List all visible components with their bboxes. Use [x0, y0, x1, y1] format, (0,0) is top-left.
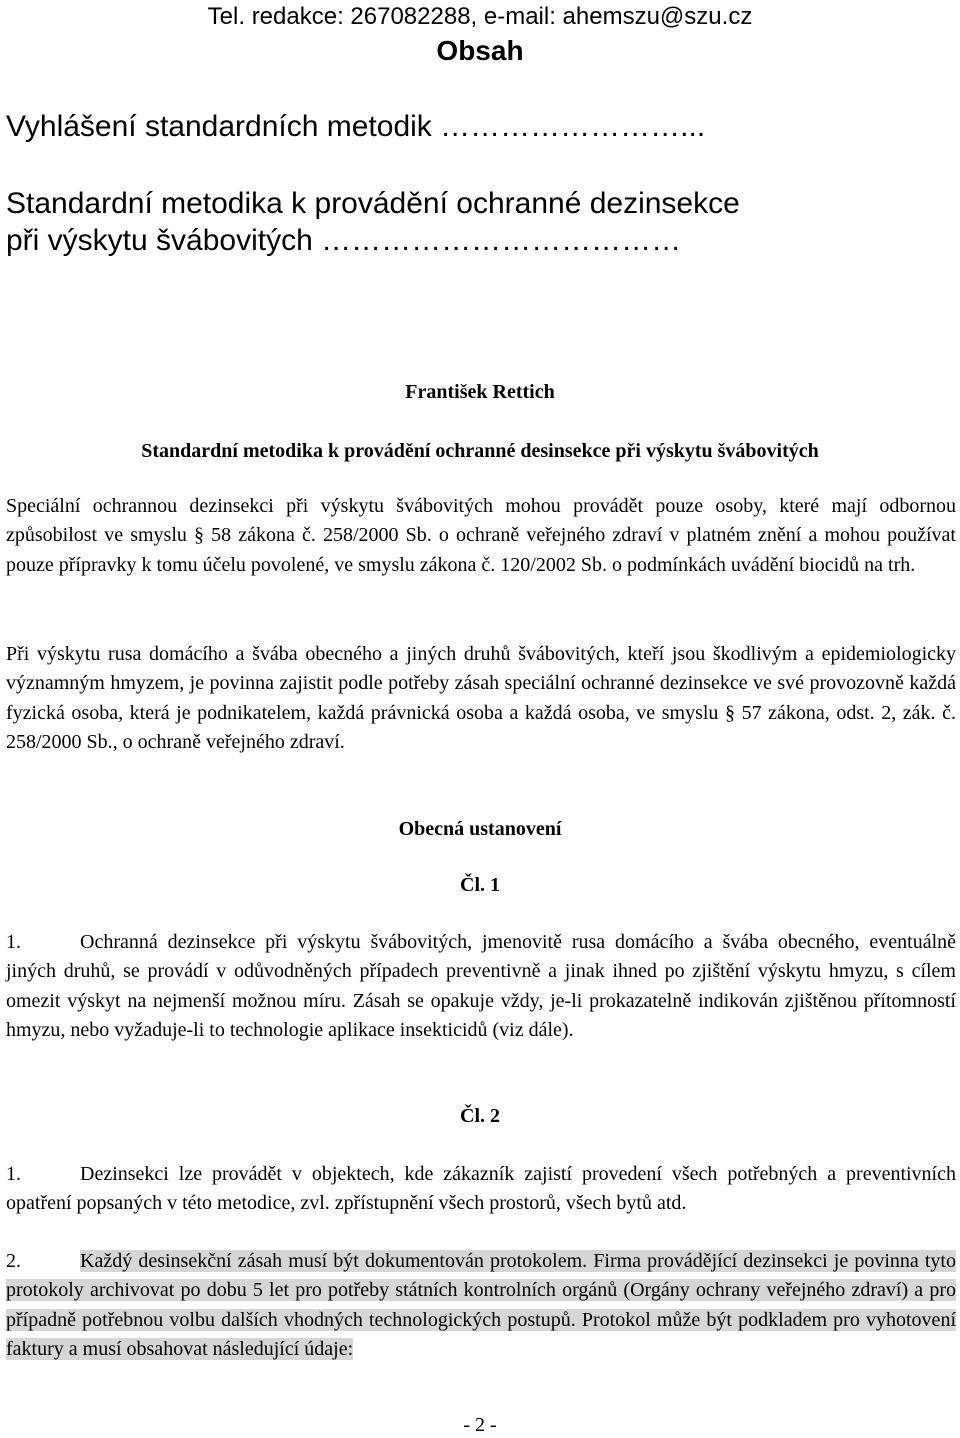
article-2-heading: Čl. 2	[460, 1105, 500, 1127]
paragraph-text: Ochranná dezinsekce při výskytu švábovitých, jmenovitě rusa domácího a švába obecného, eventuálně jiných druhů, se provádí v odůvodněných případech preventivně a jinak ihned po zjištění výskytu hmyzu, s cílem omezit výskyt na nejmenší možnou míru. Zásah se opakuje vždy, je-li prokazatelně indikován zjištěnou přítomností hmyzu, nebo vyžaduje-li to technologie aplikace insekticidů (viz dále).	[6, 931, 956, 1041]
article-1-paragraph-1	[6, 928, 956, 1045]
contact-line: Tel. redakce: 267082288, e-mail: ahemszu@szu.cz	[207, 3, 753, 30]
section-heading-general: Obecná ustanovení	[398, 818, 562, 840]
paragraph-text: Dezinsekci lze provádět v objektech, kde zákazník zajistí provedení všech potřebných a preventivních opatření popsaných v této metodice, zvl. zpřístupnění všech prostorů, všech bytů atd.	[6, 1163, 956, 1215]
toc-item-2-label-line1: Standardní metodika k provádění ochranné dezinsekce	[6, 187, 740, 220]
article-2-paragraph-1	[6, 1160, 956, 1219]
intro-paragraph-1: Speciální ochrannou dezinsekci při výskytu švábovitých mohou provádět pouze osoby, které mají odbornou způsobilost ve smyslu § 58 zákona č. 258/2000 Sb. o ochraně veřejného zdraví v platném znění a mohou používat pouze přípravky k tomu účelu povolené, ve smyslu zákona č. 120/2002 Sb. o podmínkách uvádění biocidů na trh.	[6, 495, 956, 576]
toc-item-1[interactable]	[6, 108, 705, 145]
toc-item-1-label: Vyhlášení standardních metodik	[6, 110, 432, 143]
article-2-paragraph-2	[6, 1247, 956, 1364]
article-title: Standardní metodika k provádění ochranné desinsekce při výskytu švábovitých	[141, 440, 819, 462]
intro-paragraph-2: Při výskytu rusa domácího a švába obecného a jiných druhů švábovitých, kteří jsou škodlivým a epidemiologicky významným hmyzem, je povinna zajistit podle potřeby zásah speciální ochranné dezinsekce ve své provozovně každá fyzická osoba, která je podnikatelem, každá právnická osoba a každá osoba, ve smyslu § 57 zákona, odst. 2, zák. č. 258/2000 Sb., o ochraně veřejného zdraví.	[6, 643, 956, 753]
toc-item-2[interactable]	[6, 185, 740, 259]
highlighted-text: Každý desinsekční zásah musí být dokumentován protokolem. Firma provádějící dezinsekci je povinna tyto protokoly archivovat po dobu 5 let pro potřeby státních kontrolních orgánů (Orgány ochrany veřejného zdraví) a pro případně potřebnou volbu dalších vhodných technologických postupů. Protokol může být podkladem pro vyhotovení faktury a musí obsahovat následující údaje:	[6, 1250, 956, 1360]
toc-item-1-leader: ……………………...	[440, 110, 706, 143]
toc-title: Obsah	[436, 35, 524, 66]
paragraph-number: 1.	[6, 1163, 21, 1185]
article-1-heading: Čl. 1	[460, 874, 500, 896]
paragraph-number: 1.	[6, 931, 21, 953]
toc-item-2-label-line2: při výskytu švábovitých	[6, 224, 313, 257]
page-number: - 2 -	[463, 1414, 497, 1436]
paragraph-number: 2.	[6, 1250, 21, 1272]
toc-item-2-leader: ………………………………	[321, 224, 682, 257]
article-author: František Rettich	[405, 381, 555, 403]
